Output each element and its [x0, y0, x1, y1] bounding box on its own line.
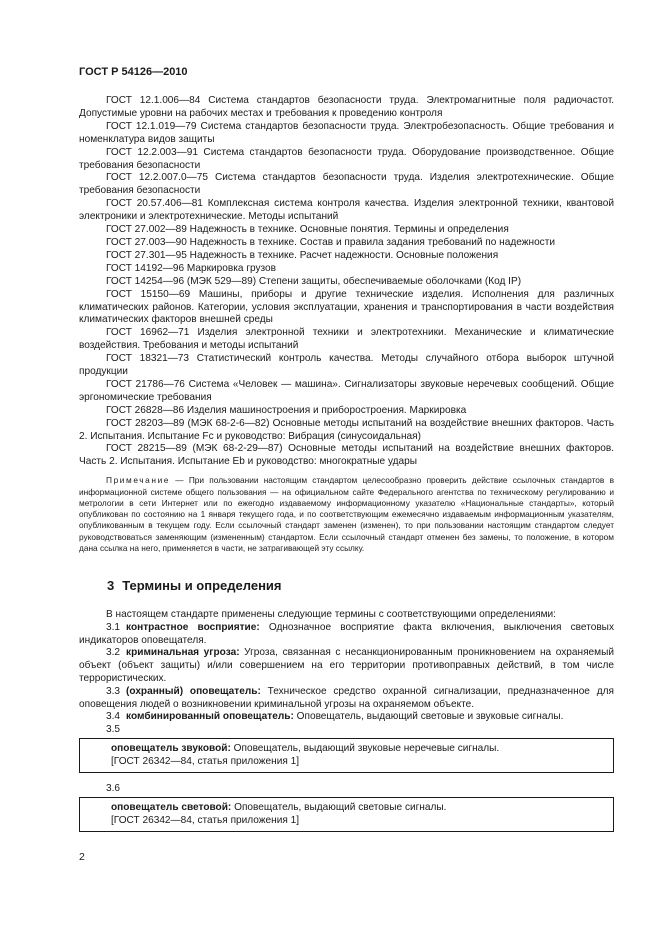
terms-section — [79, 578, 614, 842]
reference-item: ГОСТ 18321—73 Статистический контроль качества. Методы случайного отбора выборок штучной продукции — [79, 353, 614, 378]
term-definition: Техническое средство охранной сигнализации, предназначенное для оповещения людей о возникновении криминальной угрозы на охраняемом объекте. — [79, 685, 614, 710]
term-definition: Однозначное восприятие факта включения, выключения световых индикаторов оповещателя. — [79, 621, 614, 646]
document-header: ГОСТ Р 54126—2010 — [79, 66, 188, 78]
reference-item: ГОСТ 27.003—90 Надежность в технике. Состав и правила задания требований по надежности — [106, 236, 555, 248]
note-paragraph — [79, 475, 614, 554]
page-number: 2 — [79, 851, 85, 863]
term-entry — [79, 711, 614, 724]
boxed-term-number: 3.5 — [106, 724, 121, 736]
reference-item: ГОСТ 12.1.006—84 Система стандартов безопасности труда. Электромагнитные поля радиочастот. Допустимые уровни на рабочих местах и требования к проведению контроля — [79, 95, 614, 119]
note-text: — При пользовании настоящим стандартом целесообразно проверить действие ссылочных стандартов в информационной системе общего пользования — на официальном сайте Федерального агентства по техническому регулированию и метрологии в сети Интернет или по ежегодно издаваемому информационному указателю «Национальные стандарты», который опубликован по состоянию на 1 января текущего года, и по соответствующим ежемесячно издаваемым информационным указателям, опубликованным в текущем году. Если ссылочный стандарт заменен (изменен), то при пользовании настоящим стандартом следует руководствоваться заменяющим (измененным) стандартом. Если ссылочный стандарт отменен без замены, то положение, в котором дана ссылка на него, применяется в части, не затрагивающей эту ссылку. — [79, 475, 614, 554]
reference-item: ГОСТ 12.2.003—91 Система стандартов безопасности труда. Оборудование производственное. Общие требования безопасности — [79, 146, 614, 171]
reference-item: ГОСТ 27.002—89 Надежность в технике. Основные понятия. Термины и определения — [106, 224, 509, 236]
section-title: Термины и определения — [122, 578, 282, 593]
reference-item: ГОСТ 21786—76 Система «Человек — машина». Сигнализаторы звуковые неречевых сообщений. Общие эргономические требования — [79, 378, 614, 403]
section-heading — [107, 578, 614, 593]
term-number: 3.1 — [106, 621, 121, 633]
reference-item: ГОСТ 14192—96 Маркировка грузов — [106, 262, 277, 274]
section-number: 3 — [107, 578, 115, 593]
reference-item: ГОСТ 16962—71 Изделия электронной техники и электротехники. Механические и климатические воздействия. Требования и методы испытаний — [79, 327, 614, 352]
term-name: контрастное восприятие: — [126, 621, 260, 633]
term-number: 3.3 — [106, 685, 121, 697]
term-name: (охранный) оповещатель: — [126, 685, 261, 697]
term-number: 3.4 — [106, 711, 121, 723]
reference-list — [79, 95, 614, 563]
term-name: комбинированный оповещатель: — [126, 711, 294, 723]
term-definition: Оповещатель, выдающий световые и звуковые сигналы. — [293, 711, 564, 723]
section-intro: В настоящем стандарте применены следующие термины с соответствующими определениями: — [106, 609, 556, 620]
term-entry — [79, 622, 614, 648]
term-name: оповещатель световой: — [111, 801, 232, 813]
reference-item: ГОСТ 28203—89 (МЭК 68-2-6—82) Основные методы испытаний на воздействие внешних факторов. Часть 2. Испытания. Испытание Fc и руководство: Вибрация (синусоидальная) — [79, 417, 614, 442]
term-definition: Оповещатель, выдающий звуковые неречевые сигналы. — [230, 742, 500, 754]
term-name: оповещатель звуковой: — [111, 742, 231, 754]
reference-item: ГОСТ 26828—86 Изделия машиностроения и приборостроения. Маркировка — [106, 404, 467, 416]
reference-item: ГОСТ 12.1.019—79 Система стандартов безопасности труда. Электробезопасность. Общие требования и номенклатура видов защиты — [79, 120, 614, 145]
reference-item: ГОСТ 15150—69 Машины, приборы и другие технические изделия. Исполнения для различных климатических районов. Категории, условия эксплуатации, хранения и транспортирования в части воздействия климатических факторов внешней среды — [79, 288, 614, 326]
reference-item: ГОСТ 27.301—95 Надежность в технике. Расчет надежности. Основные положения — [106, 249, 499, 261]
reference-item: ГОСТ 14254—96 (МЭК 529—89) Степени защиты, обеспечиваемые оболочками (Код IP) — [106, 275, 522, 287]
term-entry — [79, 647, 614, 685]
reference-item: ГОСТ 12.2.007.0—75 Система стандартов безопасности труда. Изделия электротехнические. Общие требования безопасности — [79, 172, 614, 197]
term-entry — [79, 686, 614, 712]
boxed-term-number: 3.6 — [106, 782, 121, 794]
term-source: [ГОСТ 26342—84, статья приложения 1] — [111, 814, 300, 826]
term-name: криминальная угроза: — [126, 647, 240, 659]
term-definition: Угроза, связанная с несанкционированным проникновением на охраняемый объект (объект защиты) и/или совершением на его территории противоправных действий, в том числе террористических. — [79, 647, 615, 684]
boxed-term — [79, 738, 614, 773]
term-definition: Оповещатель, выдающий световые сигналы. — [231, 801, 447, 813]
term-source: [ГОСТ 26342—84, статья приложения 1] — [111, 755, 300, 767]
term-number: 3.2 — [106, 647, 121, 659]
note-label: Примечание — [106, 475, 171, 486]
reference-item: ГОСТ 28215—89 (МЭК 68-2-29—87) Основные методы испытаний на воздействие внешних факторов. Часть 2. Испытания. Испытание Eb и руководство: многократные удары — [79, 443, 614, 468]
boxed-term — [79, 797, 614, 832]
reference-item: ГОСТ 20.57.406—81 Комплексная система контроля качества. Изделия электронной техники, квантовой электроники и электротехнические. Методы испытаний — [79, 198, 614, 223]
